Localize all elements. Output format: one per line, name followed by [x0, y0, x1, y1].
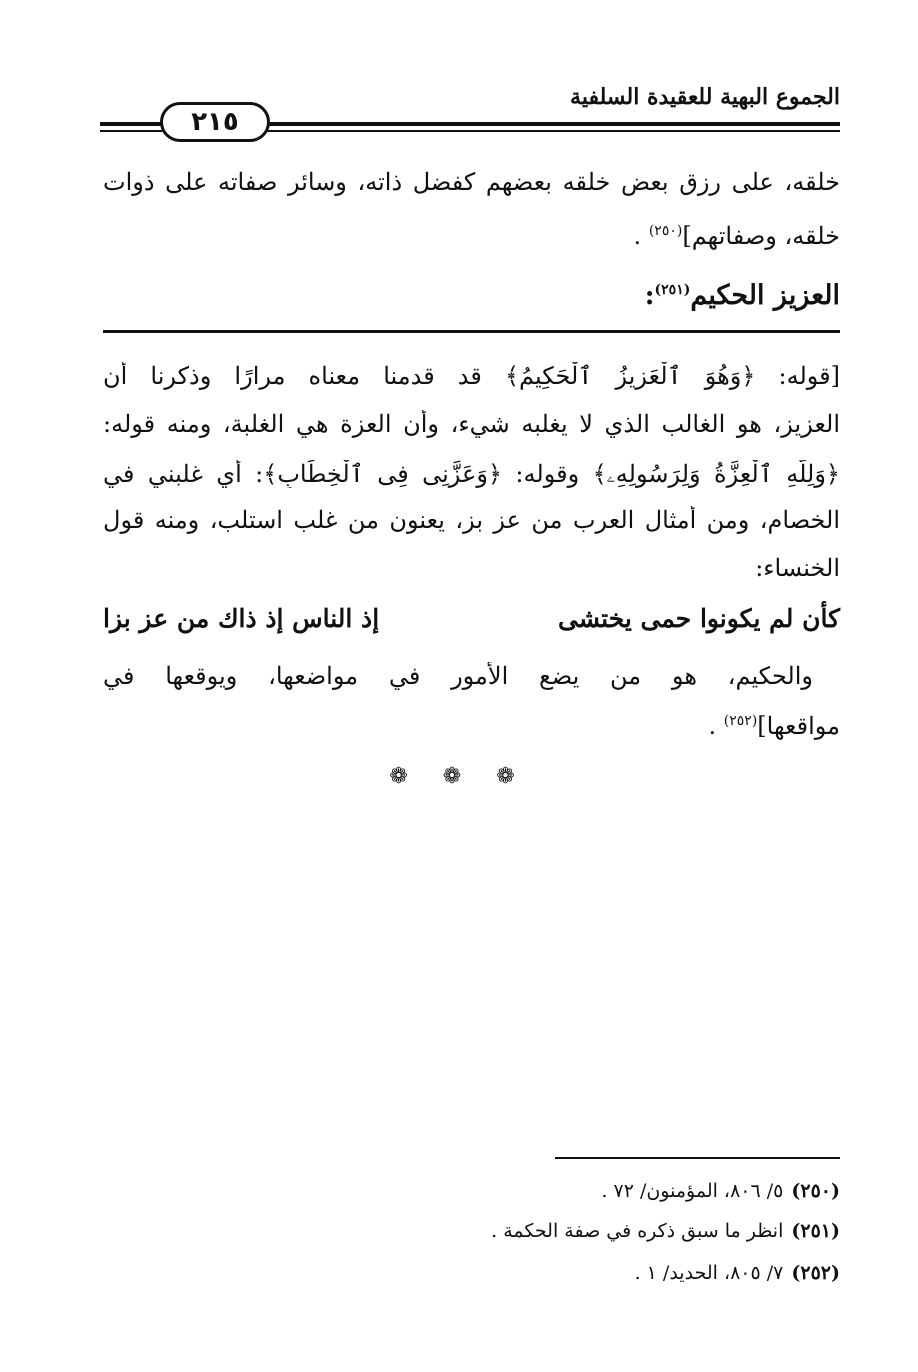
paragraph3-line1: والحكيم، هو من يضع الأمور في مواضعها، ويوقعها في	[103, 662, 813, 690]
section-heading	[645, 280, 840, 311]
footnote-text: ٧/ ٨٠٥، الحديد/ ١ .	[634, 1262, 784, 1284]
paragraph2-line5: الخنساء:	[755, 554, 840, 582]
heading-underline	[103, 330, 840, 333]
paragraph3-line2	[103, 712, 840, 740]
page-number: ٢١٥	[160, 102, 270, 142]
footnote-number: (٢٥١)	[791, 1220, 840, 1242]
verse-hemistich-1: كأن لم يكونوا حمى يختشى	[558, 604, 840, 633]
paragraph1-line2-text: خلقه، وصفاتهم]	[682, 222, 840, 250]
paragraph1-line2	[103, 222, 840, 250]
paragraph2-line1: [قوله: ﴿وَهُوَ ٱلْعَزِيزُ ٱلْحَكِيمُ﴾ قد قدمنا معناه مرارًا وذكرنا أن	[103, 362, 840, 390]
page-header	[100, 84, 840, 144]
section-separator-ornament: ❁ ❁ ❁	[389, 764, 529, 789]
footnote-250	[601, 1180, 840, 1202]
footnote-number: (٢٥٢)	[791, 1262, 840, 1284]
paragraph2-line4: الخصام، ومن أمثال العرب من عز بز، يعنون من غلب استلب، ومنه قول	[103, 506, 840, 534]
paragraph3-line2-text: مواقعها]	[757, 712, 840, 740]
footnote-ref-251[interactable]: (٢٥١)	[654, 282, 691, 298]
footnote-251	[491, 1220, 840, 1242]
paragraph2-line2: العزيز، هو الغالب الذي لا يغلبه شيء، وأن العزة هي الغلبة، ومنه قوله:	[103, 410, 840, 438]
footnote-ref-250[interactable]: (٢٥٠)	[648, 223, 683, 239]
paragraph1-line2-end: .	[633, 222, 642, 250]
footnote-number: (٢٥٠)	[791, 1180, 840, 1202]
paragraph2-line3: ﴿وَلِلَّهِ ٱلْعِزَّةُ وَلِرَسُولِهِۦ﴾ وقوله: ﴿وَعَزَّنِى فِى ٱلْخِطَابِ﴾: أي غلبني في	[103, 460, 840, 488]
footnote-text: ٥/ ٨٠٦، المؤمنون/ ٧٢ .	[601, 1180, 784, 1202]
section-heading-colon: :	[644, 280, 655, 311]
footnote-252	[635, 1262, 840, 1284]
footnote-text: انظر ما سبق ذكره في صفة الحكمة .	[491, 1220, 784, 1242]
footnote-ref-252[interactable]: (٢٥٢)	[723, 713, 758, 729]
section-heading-text: العزيز الحكيم	[690, 280, 840, 311]
footnotes-rule	[555, 1157, 840, 1159]
paragraph1-line1: خلقه، على رزق بعض خلقه بعضهم كفضل ذاته، وسائر صفاته على ذوات	[103, 168, 840, 196]
paragraph3-line2-end: .	[708, 712, 717, 740]
verse-hemistich-2: إذ الناس إذ ذاك من عز بزا	[103, 604, 380, 633]
running-title: الجموع البهية للعقيدة السلفية	[570, 84, 840, 110]
